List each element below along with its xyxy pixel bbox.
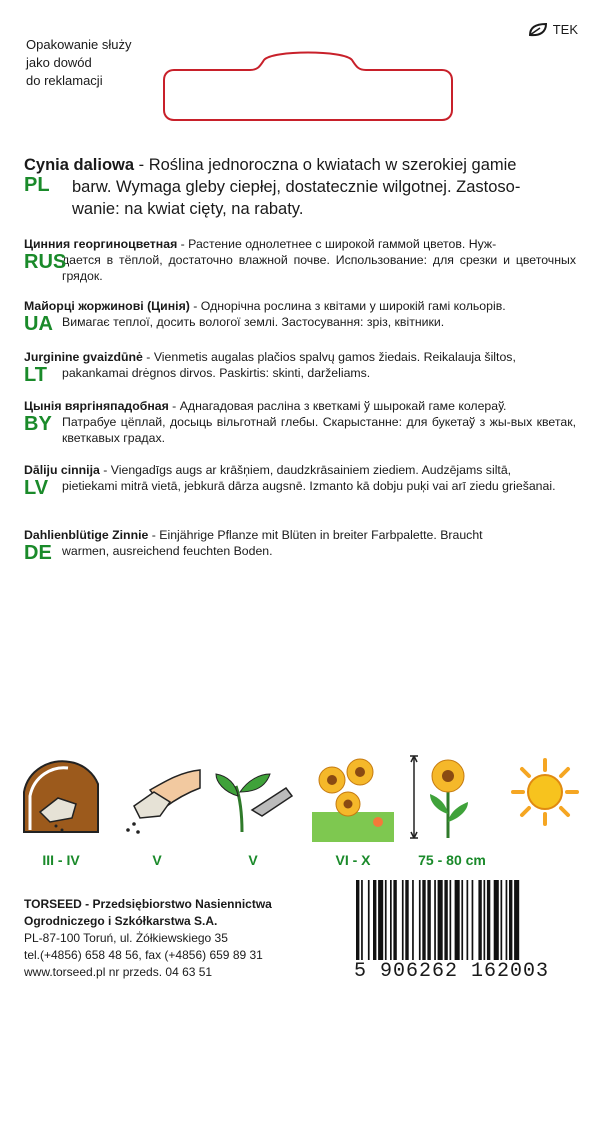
lang-block-ua: UA Майорці жоржинові (Цинія) - Однорічна рослина з квітами у широкій гамі кольорів. Вимагає теплої, досить вологої землі. Застосування: зріз, квітники. (24, 299, 506, 335)
sowing-direct-month-label: V (152, 852, 162, 868)
barcode-bar (393, 880, 396, 960)
barcode-bar (455, 880, 460, 960)
plant-height-icon (408, 752, 490, 842)
barcode-bar (402, 880, 404, 960)
lang-name: Cynia daliowa (24, 156, 135, 174)
barcode-bar (509, 880, 512, 960)
brand-logo: TEK (527, 22, 578, 37)
barcode-bar (487, 880, 490, 960)
sowing-greenhouse-icon (20, 752, 102, 842)
barcode-bar (484, 880, 486, 960)
barcode-bar (361, 880, 363, 960)
company-info: TORSEED - Przedsiębiorstwo Nasiennictwa Ogrodniczego i Szkółkarstwa S.A. PL-87-100 Toruń, ul. Żółkiewskiego 35 tel.(+4856) 658 48 56, fax (+4856) 659 89 31 www.torseed.pl nr przeds. 04 63 51 (24, 897, 272, 979)
barcode-bar (478, 880, 481, 960)
barcode-number: 5 906262 162003 (354, 960, 550, 983)
barcode-bar (422, 880, 425, 960)
barcode-bar (434, 880, 436, 960)
lang-block-lv: LV Dāliju cinnija - Viengadīgs augs ar krāšņiem, daudzkrāsainiem ziediem. Audzējams siltā, pietiekami mitrā vietā, jebkurā dārza augsnē. Izmanto kā dobju puķi vai arī ziedu griešanai. (24, 463, 556, 499)
full-sun-icon (504, 752, 586, 842)
lang-block-pl: PL Cynia daliowa - Roślina jednoroczna o kwiatach w szerokiej gamie barw. Wymaga gleby ciepłej, dostatecznie wilgotnej. Zastoso- wanie: na kwiat cięty, na rabaty. (24, 156, 521, 218)
hanger-hole-outline (162, 48, 454, 124)
barcode-bar (438, 880, 443, 960)
barcode-bar (378, 880, 383, 960)
barcode-bar (461, 880, 463, 960)
barcode-bar (506, 880, 508, 960)
barcode-bar (450, 880, 452, 960)
lang-block-de: DE Dahlienblütige Zinnie - Einjährige Pflanze mit Blüten in breiter Farbpalette. Braucht warmen, ausreichend feuchten Boden. (24, 528, 483, 564)
seedling-trowel-icon (212, 752, 294, 842)
height-label: 75 - 80 cm (418, 852, 486, 868)
barcode-bar (405, 880, 408, 960)
barcode-bar (472, 880, 474, 960)
barcode-bar (444, 880, 447, 960)
lang-block-lt: LT Jurginine gvaizdūnė - Vienmetis augalas plačios spalvų gamos žiedais. Reikalauja šiltos, pakankamai drėgnos dirvos. Paskirtis: skinti, darželiams. (24, 350, 516, 386)
barcode-bar (368, 880, 370, 960)
flowering-month-label: VI - X (335, 852, 371, 868)
leaf-logo-icon (527, 23, 549, 37)
flowering-plants-icon (312, 752, 394, 842)
barcode-bar (514, 880, 519, 960)
sowing-hand-icon (120, 752, 202, 842)
sowing-month-label: III - IV (42, 852, 80, 868)
barcode-bar (385, 880, 387, 960)
barcode-bar (494, 880, 499, 960)
barcode-bar (373, 880, 376, 960)
barcode-bar (467, 880, 469, 960)
lang-block-rus: RUS Цинния георгиноцветная - Растение однолетнее с широкой гаммой цветов. Нуж- дается в тёплой, достаточно влажной почве. Использование: для срезки и цветочных грядок. (24, 237, 576, 283)
lang-block-by: BY Цынія вяргіняпадобная - Аднагадовая расліна з кветкамі ў шырокай гаме колераў. Патрабуе цёплай, досыць вільготнай глебы. Скарыстанне: для букетаў з жы-вых кветак, кветкавых градах. (24, 399, 576, 445)
barcode-bar (427, 880, 430, 960)
barcode-bar (419, 880, 421, 960)
barcode-bar (356, 880, 359, 960)
barcode-bar (390, 880, 392, 960)
barcode-bar (501, 880, 503, 960)
planting-month-label: V (248, 852, 258, 868)
complaint-notice: Opakowanie służy jako dowód do reklamacji (26, 37, 132, 88)
barcode-bar (412, 880, 414, 960)
